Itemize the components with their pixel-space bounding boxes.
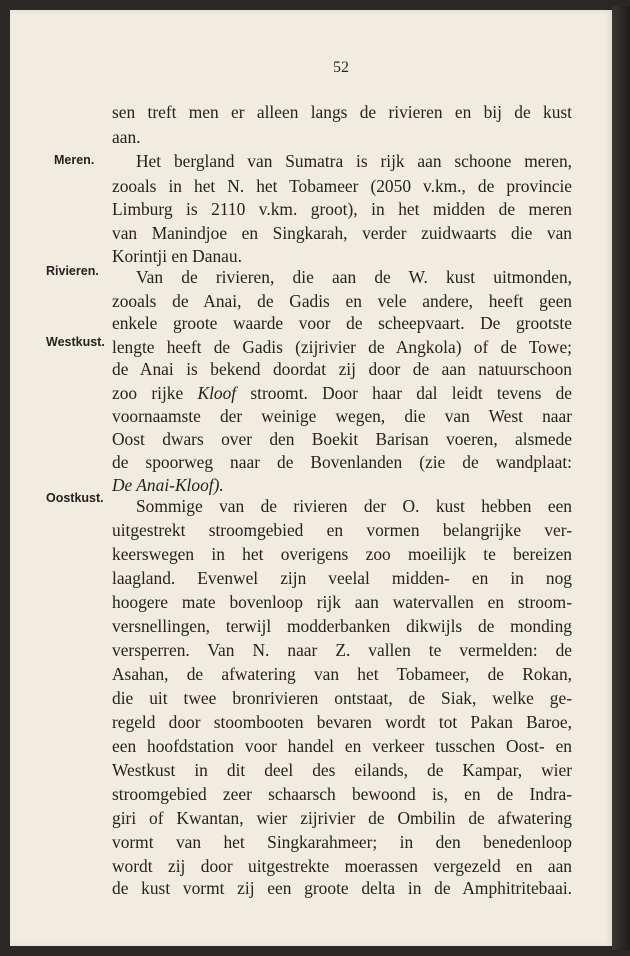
text-line: die uit twee bronrivieren ontstaat, de Siak, welke ge- [112,688,572,708]
text-line: versnellingen, terwijl modderbanken dikwijls de monding [112,616,572,636]
page-number: 52 [333,59,349,76]
text-line: lengte heeft de Gadis (zijrivier de Angkola) of de Towe; [112,337,572,357]
text-line: laagland. Evenwel zijn veelal midden- en in nog [112,568,572,588]
margin-note-westkust: Westkust. [46,335,105,349]
text-line: zooals de Anai, de Gadis en vele andere, heeft geen [112,291,572,311]
text-line: enkele groote waarde voor de scheepvaart. De grootste [112,313,572,333]
text-line: uitgestrekt stroomgebied en vormen belangrijke ver- [112,520,572,540]
text-line: regeld door stoombooten bevaren wordt tot Pakan Baroe, [112,712,572,732]
text-line: aan. [112,127,141,147]
text-line: De Anai-Kloof). [112,475,224,495]
text-line: wordt zij door uitgestrekte moerassen vergezeld en aan [112,856,572,876]
page-edge [612,6,630,950]
text-line: hoogere mate bovenloop rijk aan watervallen en stroom- [112,592,572,612]
text-line: de spoorweg naar de Bovenlanden (zie de wandplaat: [112,452,572,472]
text-line: de kust vormt zij een groote delta in de Amphitritebaai. [112,878,572,898]
text-line: Asahan, de afwatering van het Tobameer, de Rokan, [112,664,572,684]
text-line: vormt van het Singkarahmeer; in den benedenloop [112,832,572,852]
text-segment: stroomt. Door haar dal leidt tevens de [250,383,572,403]
text-line: Oost dwars over den Boekit Barisan voeren, alsmede [112,429,572,449]
text-line: een hoofdstation voor handel en verkeer tusschen Oost- en [112,736,572,756]
text-line: van Manindjoe en Singkarah, verder zuidwaarts die van [112,223,572,243]
text-line: Van de rivieren, die aan de W. kust uitmonden, [136,267,572,287]
margin-note-rivieren: Rivieren. [46,264,99,278]
text-line: Westkust in dit deel des eilands, de Kampar, wier [112,760,572,780]
text-line: sen treft men er alleen langs de rivieren en bij de kust [112,102,572,122]
text-line: de Anai is bekend doordat zij door de aan natuurschoon [112,359,572,379]
margin-note-oostkust: Oostkust. [46,491,104,505]
italic-term: Kloof [197,383,237,403]
text-line: Het bergland van Sumatra is rijk aan schoone meren, [136,151,572,171]
text-line: Sommige van de rivieren der O. kust hebben een [136,496,572,516]
text-line: zooals in het N. het Tobameer (2050 v.km., de provincie [112,176,572,196]
text-line: Korintji en Danau. [112,246,242,266]
text-line: voornaamste der weinige wegen, die van West naar [112,406,572,426]
text-line: keerswegen in het overigens zoo moeilijk te bereizen [112,544,572,564]
text-line: Limburg is 2110 v.km. groot), in het midden de meren [112,199,572,219]
text-line [112,381,572,405]
text-segment: zoo rijke [112,383,184,403]
text-line: giri of Kwantan, wier zijrivier de Ombilin de afwatering [112,808,572,828]
text-line: versperren. Van N. naar Z. vallen te vermelden: de [112,640,572,660]
margin-note-meren: Meren. [54,153,95,167]
text-line: stroomgebied zeer schaarsch bewoond is, en de Indra- [112,784,572,804]
